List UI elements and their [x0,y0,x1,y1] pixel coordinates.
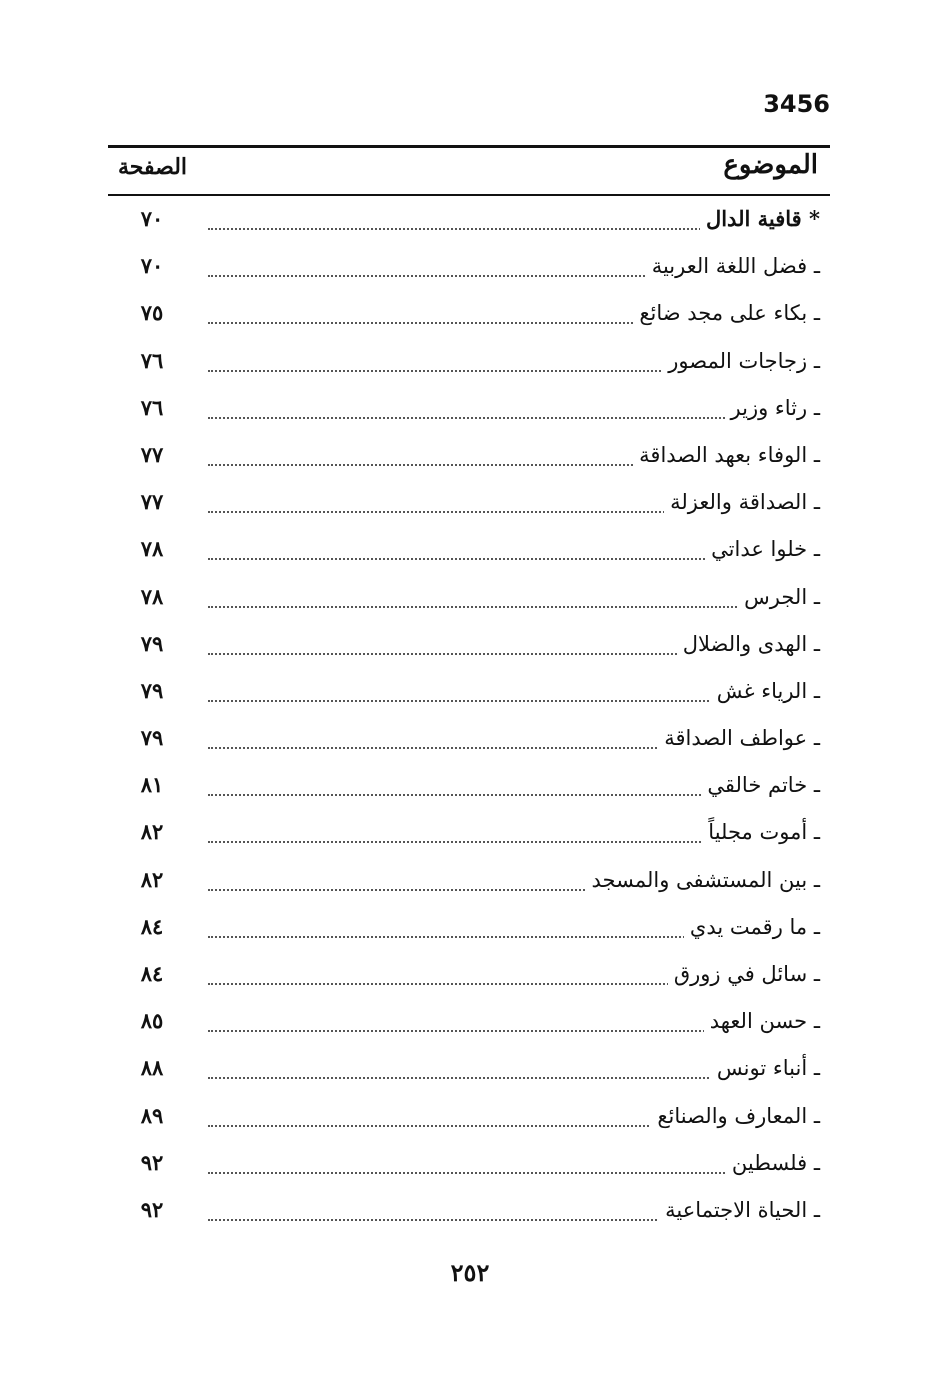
toc-entry-title: ـ زجاجات المصور [662,346,820,376]
toc-entry [108,1000,830,1047]
toc-entry [108,623,830,670]
toc-entry-page: ٧٩ [140,677,164,703]
table-of-contents [108,198,830,1236]
toc-entry [108,245,830,292]
toc-entry-page: ٨٤ [140,913,164,939]
toc-entry-page: ٧٧ [140,441,164,467]
toc-entry-page: ٨٥ [140,1008,164,1034]
toc-entry [108,1095,830,1142]
toc-entry-title: ـ أموت مجلياً [702,817,820,847]
toc-leader-dots [208,606,820,608]
toc-entry-page: ٧٩ [140,725,164,751]
toc-entry-title: ـ عواطف الصداقة [658,723,820,753]
toc-entry [108,859,830,906]
toc-entry [108,576,830,623]
toc-entry-title: ـ بكاء على مجد ضائع [633,298,820,328]
toc-entry-page: ٧٨ [140,583,164,609]
toc-entry-page: ٧٩ [140,630,164,656]
toc-entry [108,292,830,339]
toc-entry-title: ـ حسن العهد [704,1006,820,1036]
toc-entry [108,198,830,245]
toc-entry-title: ـ فضل اللغة العربية [646,251,820,281]
header-top-rule [108,145,830,148]
column-header-page: الصفحة [118,154,188,180]
toc-entry-title: ـ خاتم خالقي [701,770,820,800]
toc-entry [108,811,830,858]
toc-entry-title: ـ سائل في زورق [668,959,820,989]
toc-entry-title: ـ الوفاء بعهد الصداقة [633,440,820,470]
toc-entry-page: ٧٠ [140,253,164,279]
toc-entry-title: ـ أنباء تونس [711,1053,820,1083]
toc-entry-page: ٨٢ [140,819,164,845]
toc-entry-title: ـ الجرس [738,582,820,612]
header-bottom-rule [108,194,830,196]
toc-entry [108,670,830,717]
toc-entry [108,764,830,811]
toc-entry-page: ٧٨ [140,536,164,562]
toc-entry [108,387,830,434]
toc-entry-title: ـ المعارف والصنائع [651,1101,820,1131]
toc-entry-page: ٧٦ [140,347,164,373]
toc-entry-title: ـ الهدى والضلال [677,629,820,659]
toc-entry-page: ٨٢ [140,866,164,892]
toc-entry-title: ـ الصداقة والعزلة [664,487,820,517]
toc-entry [108,340,830,387]
toc-entry [108,1189,830,1236]
toc-entry [108,1047,830,1094]
page-code: 3456 [763,90,830,118]
toc-entry-page: ٨١ [140,772,164,798]
toc-entry-title: ـ خلوا عداتي [705,534,820,564]
toc-entry-page: ٩٢ [140,1149,164,1175]
toc-entry-page: ٨٨ [140,1055,164,1081]
toc-entry-page: ٧٦ [140,394,164,420]
toc-entry-title: ـ ما رقمت يدي [684,912,820,942]
toc-entry-page: ٧٥ [140,300,164,326]
toc-entry [108,481,830,528]
toc-entry [108,1142,830,1189]
toc-entry-page: ٨٩ [140,1102,164,1128]
toc-entry-page: ٩٢ [140,1196,164,1222]
toc-entry-title: ـ الرياء غش [711,676,820,706]
toc-entry-title: ـ بين المستشفى والمسجد [586,865,820,895]
toc-entry-page: ٧٧ [140,489,164,515]
page-number: ٢٥٢ [450,1258,490,1287]
toc-entry [108,434,830,481]
toc-entry-title: ـ الحياة الاجتماعية [659,1195,820,1225]
toc-entry [108,717,830,764]
toc-entry-title: ـ رثاء وزير [725,393,820,423]
toc-entry-page: ٨٤ [140,961,164,986]
toc-entry-page: ٧٠ [140,206,164,231]
toc-entry-title: * قافية الدال [700,204,820,234]
toc-entry [108,528,830,575]
toc-entry [108,953,830,1000]
toc-entry [108,906,830,953]
column-header-topic: الموضوع [723,150,818,180]
toc-entry-title: ـ فلسطين [726,1148,820,1178]
